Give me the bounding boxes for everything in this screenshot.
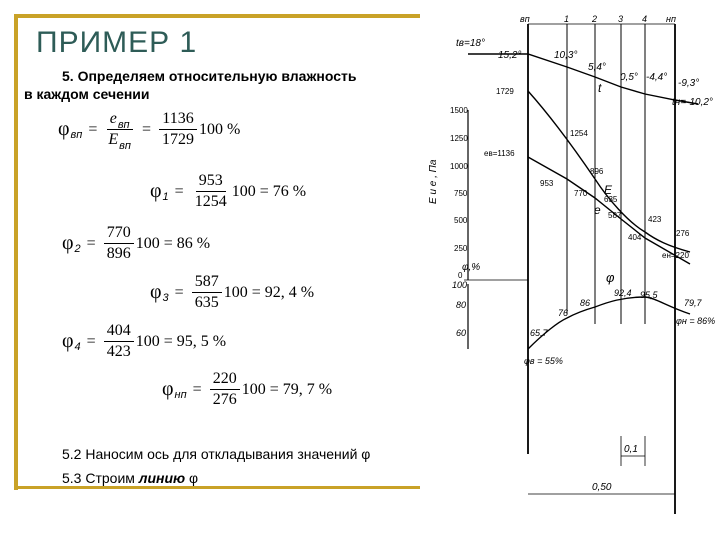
phi-curve-label: φ	[606, 270, 615, 285]
svg-text:0: 0	[458, 271, 463, 280]
section-label-4: 4	[642, 14, 648, 24]
E-val-1: 1254	[570, 129, 588, 138]
temp-2: 5,4°	[588, 62, 606, 73]
formula-phi-2: φ 2 = $\frac{770}{896}$ 100 = 86 %	[62, 224, 211, 262]
section-label-vp: вп	[520, 14, 530, 24]
E-val-0: 1729	[496, 87, 514, 96]
relative-humidity-curve	[528, 297, 690, 349]
note-5-3: 5.3 Строим линию φ	[62, 470, 199, 486]
svg-text:250: 250	[454, 244, 468, 253]
e-val-4: 404	[628, 233, 642, 242]
formula-phi-vp: φ вп = $\frac{e_{вп}}{E_{вп}}$ = $\frac{1136}{1729}$ 100 %	[58, 110, 241, 152]
formula-phi-4: φ 4 = $\frac{404}{423}$ 100 = 95, 5 %	[62, 322, 227, 360]
temp-3: 0,5°	[620, 72, 638, 83]
temp-0: 15,2°	[498, 50, 522, 61]
E-val-3: 635	[604, 195, 618, 204]
phi-val-4: 95,5	[640, 290, 658, 300]
section-label-3: 3	[618, 14, 624, 24]
step5-heading-cont: в каждом сечении	[24, 86, 150, 102]
svg-text:1000: 1000	[450, 162, 468, 171]
wall-moisture-diagram	[428, 14, 716, 526]
e-axis-title: E и e , Па	[428, 159, 439, 204]
e-val-1: 953	[540, 179, 554, 188]
E-val-4: 423	[648, 215, 662, 224]
phi-axis-title: φ,%	[462, 262, 481, 273]
phi-v-label: φв = 55%	[524, 356, 563, 366]
temp-4: -4,4°	[646, 72, 668, 83]
phi-val-5: 79,7	[684, 298, 702, 308]
E-curve-label: E	[604, 183, 613, 197]
temp-curve-label: t	[598, 81, 602, 95]
phi-val-1: 76	[558, 308, 569, 318]
step5-heading: 5. Определяем относительную влажность	[62, 68, 357, 84]
svg-text:60: 60	[456, 328, 467, 338]
e-val-2: 770	[574, 189, 588, 198]
formula-phi-1: φ 1 = $\frac{953}{1254}$ 100 = 76 %	[150, 172, 307, 210]
e-val-5: eн=220	[662, 251, 689, 260]
formula-phi-np: φ нп = $\frac{220}{276}$ 100 = 79, 7 %	[162, 370, 333, 408]
section-label-1: 1	[564, 14, 570, 24]
svg-text:1250: 1250	[450, 134, 468, 143]
dim-0-1-label: 0,1	[624, 444, 638, 455]
E-val-2: 896	[590, 167, 604, 176]
fraction-e-over-E: $\frac{e_{вп}}{E_{вп}}$	[108, 110, 131, 152]
dim-0-50-label: 0,50	[592, 482, 612, 493]
phi-val-2: 86	[580, 298, 591, 308]
svg-text:80: 80	[456, 300, 467, 310]
bottom-accent-bar	[14, 486, 420, 489]
e-line-label: e	[594, 203, 601, 217]
temp-tn: tн=-10,2°	[672, 97, 713, 108]
note-5-2: 5.2 Наносим ось для откладывания значений φ	[62, 446, 371, 462]
E-val-5: 276	[676, 229, 690, 238]
temp-1: 10,3°	[554, 50, 578, 61]
svg-text:1500: 1500	[450, 106, 468, 115]
phi-val-0: 65,7	[530, 328, 548, 338]
section-label-np: нп	[666, 14, 676, 24]
phi-n-label: φн = 86%	[676, 316, 716, 326]
svg-text:100: 100	[452, 280, 468, 290]
formula-phi-3: φ 3 = $\frac{587}{635}$ 100 = 92, 4 %	[150, 273, 315, 311]
slide-title: ПРИМЕР 1	[36, 26, 198, 59]
svg-text:750: 750	[454, 189, 468, 198]
fraction-1136-1729: $\frac{1136}{1729}$	[159, 110, 197, 149]
e-val-3: 587	[608, 211, 622, 220]
temp-tv: tв=18°	[456, 38, 485, 49]
phi-val-3: 92,4	[614, 288, 632, 298]
section-label-2: 2	[592, 14, 598, 24]
e-val-0: eв=1136	[484, 149, 515, 158]
top-accent-bar	[14, 14, 420, 18]
svg-text:500: 500	[454, 216, 468, 225]
left-accent-bar	[14, 14, 18, 490]
temp-5: -9,3°	[678, 78, 700, 89]
